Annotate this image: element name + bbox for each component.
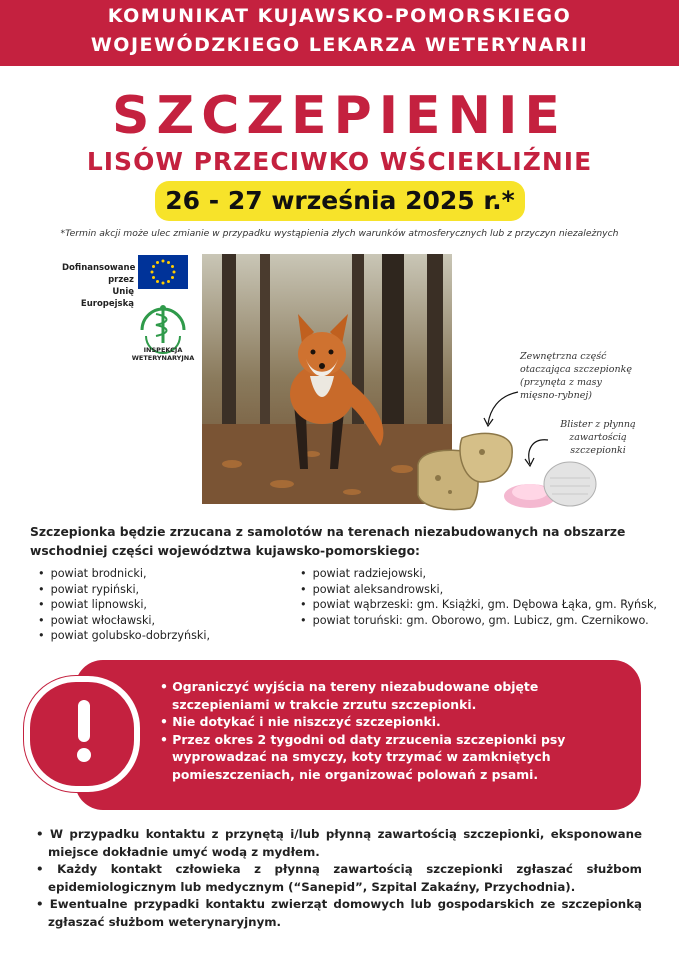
instruction-item: • Każdy kontakt człowieka z płynną zawartością szczepionki zgłaszać służbom epidemiologicznym lub medycznym (“Sanepid”, Szpital Zakaźny, Przychodnia). (36, 861, 642, 896)
annotation-outer-line: otaczająca szczepionkę (520, 364, 632, 375)
veterinary-inspection-text (118, 346, 208, 362)
header-line-1: KOMUNIKAT KUJAWSKO-POMORSKIEGO (107, 5, 572, 27)
list-item: • powiat rypiński, (38, 582, 308, 598)
annotation-outer-line: Zewnętrzna część (520, 351, 607, 362)
warning-item: • Przez okres 2 tygodni od daty zrzucenia szczepionki psy wyprowadzać na smyczy, koty trzymać w zamkniętych pomieszczeniach, nie organizować polowań z psami. (160, 731, 630, 784)
list-item: • powiat wąbrzeski: gm. Książki, gm. Dębowa Łąka, gm. Ryńsk, (300, 597, 670, 613)
annotation-blister-line: Blister z płynną (560, 419, 636, 430)
date-badge: 26 - 27 września 2025 r.* (155, 181, 525, 221)
intro-text: Szczepionka będzie zrzucana z samolotów na terenach niezabudowanych na obszarze wschodniej części województwa kujawsko-pomorskiego: (30, 525, 626, 558)
eu-text-line-1: Dofinansowane przez (62, 263, 136, 285)
warning-item: • Ograniczyć wyjścia na tereny niezabudowane objęte szczepieniami w trakcie zrzutu szczepionki. (160, 678, 630, 713)
list-item: • powiat brodnicki, (38, 566, 308, 582)
counties-list-right (300, 566, 670, 628)
sub-title: LISÓW PRZECIWKO WŚCIEKLIŹNIE (86, 147, 593, 176)
list-item: • powiat toruński: gm. Oborowo, gm. Lubicz, gm. Czernikowo. (300, 613, 670, 629)
instruction-item: • W przypadku kontaktu z przynętą i/lub płynną zawartością szczepionki, eksponowane miejsce dokładnie umyć wodą z mydłem. (36, 826, 642, 861)
annotation-blister-line: szczepionki (570, 445, 626, 456)
list-item: • powiat aleksandrowski, (300, 582, 670, 598)
eu-text-line-2: Unię Europejską (80, 287, 134, 309)
header-banner (0, 0, 679, 66)
iw-text-line-1: INSPEKCJA (143, 346, 183, 354)
warning-item: • Nie dotykać i nie niszczyć szczepionki. (160, 713, 630, 731)
list-item: • powiat golubsko-dobrzyński, (38, 628, 308, 644)
list-item: • powiat radziejowski, (300, 566, 670, 582)
annotation-outer-line: (przynęta z masy (520, 377, 602, 388)
warning-list (160, 678, 630, 784)
list-item: • powiat włocławski, (38, 613, 308, 629)
contact-instructions-list (36, 826, 642, 932)
exclamation-icon (24, 676, 140, 792)
annotation-blister-line: zawartością (569, 432, 627, 443)
eu-flag-icon (138, 255, 188, 289)
main-title: SZCZEPIENIE (112, 86, 567, 146)
date-note: *Termin akcji może ulec zmianie w przypadku wystąpienia złych warunków atmosferycznych lub z przyczyn niezależnych (60, 228, 619, 239)
counties-list-left (38, 566, 308, 644)
annotation-outer-line: mięsno-rybnej) (520, 390, 592, 401)
list-item: • powiat lipnowski, (38, 597, 308, 613)
iw-text-line-2: WETERYNARYJNA (131, 354, 195, 362)
header-line-2: WOJEWÓDZKIEGO LEKARZA WETERYNARII (90, 34, 589, 56)
annotation-arrows-icon (470, 380, 590, 480)
eu-funding-text (62, 262, 134, 310)
instruction-item: • Ewentualne przypadki kontaktu zwierząt domowych lub gospodarskich ze szczepionką zgłaszać służbom weterynaryjnym. (36, 896, 642, 931)
